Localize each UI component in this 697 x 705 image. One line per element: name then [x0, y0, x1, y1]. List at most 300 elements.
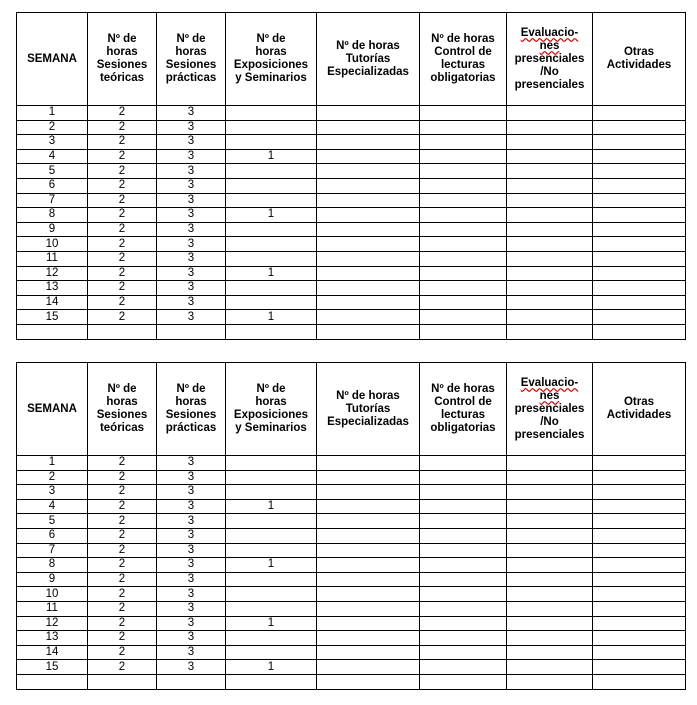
table-cell: 3	[157, 237, 226, 252]
table-row	[17, 164, 686, 179]
table-row	[17, 251, 686, 266]
column-header	[593, 13, 686, 106]
table-cell: 2	[88, 164, 157, 179]
column-header	[593, 363, 686, 456]
table-cell	[317, 572, 420, 587]
column-header-line: Nº de horas	[431, 383, 495, 395]
table-cell	[593, 528, 686, 543]
table-cell: 1	[226, 208, 317, 223]
table-cell: 3	[157, 251, 226, 266]
table-cell: 5	[17, 164, 88, 179]
table-cell	[420, 222, 507, 237]
table-cell	[507, 149, 593, 164]
table-cell	[507, 645, 593, 660]
table-cell	[507, 324, 593, 339]
table-cell: 2	[88, 470, 157, 485]
table-cell	[420, 528, 507, 543]
table-cell	[420, 660, 507, 675]
table-cell: 3	[157, 601, 226, 616]
table-cell: 2	[88, 193, 157, 208]
table-row	[17, 601, 686, 616]
table-cell: 2	[17, 470, 88, 485]
table-row	[17, 324, 686, 339]
table-cell	[593, 149, 686, 164]
table-row	[17, 616, 686, 631]
column-header-line: Nº de	[176, 33, 206, 45]
table-cell: 15	[17, 660, 88, 675]
column-header-line: lecturas	[440, 59, 486, 71]
table-row	[17, 266, 686, 281]
table-cell: 14	[17, 295, 88, 310]
table-row	[17, 499, 686, 514]
table-row	[17, 674, 686, 689]
table-cell: 12	[17, 266, 88, 281]
column-header-line: Sesiones	[96, 59, 148, 71]
column-header-line: Nº de horas	[336, 39, 400, 52]
table-cell	[593, 674, 686, 689]
column-header-line: teóricas	[99, 72, 145, 84]
column-header-line: Sesiones	[96, 409, 148, 421]
table-cell: 3	[157, 281, 226, 296]
table-cell: 2	[88, 222, 157, 237]
table-cell	[317, 528, 420, 543]
column-header-line: Tutorías	[345, 52, 391, 65]
table-cell: 11	[17, 251, 88, 266]
table-row	[17, 456, 686, 471]
table-cell: 7	[17, 543, 88, 558]
column-header-line: nes	[539, 39, 560, 52]
column-header	[507, 363, 593, 456]
table-cell: 3	[157, 616, 226, 631]
table-cell	[317, 149, 420, 164]
table-cell: 3	[157, 149, 226, 164]
table-row	[17, 281, 686, 296]
table-row	[17, 528, 686, 543]
table-row	[17, 485, 686, 500]
column-header-line: Sesiones	[165, 59, 217, 71]
column-header-line: y Seminarios	[235, 72, 307, 84]
table-cell	[226, 601, 317, 616]
table-cell	[226, 587, 317, 602]
table-cell: 6	[17, 528, 88, 543]
table-cell	[420, 120, 507, 135]
table-cell: 2	[88, 631, 157, 646]
table-cell: 2	[88, 251, 157, 266]
table-cell: 1	[226, 660, 317, 675]
table-cell: 3	[17, 135, 88, 150]
column-header-line: prácticas	[165, 72, 217, 84]
table-cell: 2	[88, 456, 157, 471]
table-cell: 3	[157, 558, 226, 573]
header-row	[17, 13, 686, 106]
table-row	[17, 222, 686, 237]
table-cell: 2	[88, 178, 157, 193]
table-cell: 3	[157, 178, 226, 193]
column-header	[317, 13, 420, 106]
table-cell	[593, 587, 686, 602]
table-cell	[226, 470, 317, 485]
table-cell	[226, 106, 317, 121]
table-cell: 2	[88, 237, 157, 252]
column-header	[226, 13, 317, 106]
column-header-line: /No	[540, 65, 559, 78]
table-cell	[226, 178, 317, 193]
table-cell	[317, 193, 420, 208]
table-cell: 2	[88, 558, 157, 573]
column-header-line: Otras	[623, 46, 655, 58]
table-cell	[317, 601, 420, 616]
table-row	[17, 470, 686, 485]
table-cell: 2	[88, 281, 157, 296]
table-cell: 2	[17, 120, 88, 135]
table-cell	[420, 208, 507, 223]
table-cell	[157, 674, 226, 689]
column-header	[88, 363, 157, 456]
table-cell	[507, 485, 593, 500]
table-cell	[317, 587, 420, 602]
table-cell	[593, 470, 686, 485]
table-cell	[317, 543, 420, 558]
table-cell: 4	[17, 149, 88, 164]
column-header-line: presenciales	[514, 52, 585, 65]
column-header-line: Evaluacio-	[520, 26, 579, 39]
table-cell	[226, 281, 317, 296]
column-header-line: Nº de	[256, 33, 286, 45]
column-header-line: Nº de horas	[336, 389, 400, 402]
column-header	[157, 363, 226, 456]
table-cell	[507, 558, 593, 573]
table-cell	[507, 616, 593, 631]
table-cell	[317, 485, 420, 500]
table-cell	[317, 558, 420, 573]
table-cell	[226, 674, 317, 689]
column-header-line: /No	[540, 415, 559, 428]
table-cell	[507, 164, 593, 179]
table-cell	[317, 266, 420, 281]
table-cell	[420, 631, 507, 646]
table-row	[17, 135, 686, 150]
table-cell: 9	[17, 222, 88, 237]
table-row	[17, 237, 686, 252]
table-cell	[317, 164, 420, 179]
column-header-line: Actividades	[606, 59, 672, 71]
table-cell	[593, 572, 686, 587]
table-cell: 2	[88, 587, 157, 602]
table-cell	[226, 456, 317, 471]
table-cell	[507, 674, 593, 689]
table-cell	[317, 674, 420, 689]
table-cell: 2	[88, 616, 157, 631]
table-cell	[420, 149, 507, 164]
table-cell	[226, 251, 317, 266]
column-header-line: Tutorías	[345, 402, 391, 415]
table-cell: 3	[157, 631, 226, 646]
table-cell	[317, 135, 420, 150]
table-cell	[317, 470, 420, 485]
table-cell	[507, 251, 593, 266]
table-cell	[593, 120, 686, 135]
table-cell	[593, 281, 686, 296]
table-cell: 1	[226, 499, 317, 514]
table-cell	[593, 178, 686, 193]
table-cell	[317, 222, 420, 237]
table-cell: 1	[17, 106, 88, 121]
table-row	[17, 543, 686, 558]
table-cell	[593, 485, 686, 500]
table-cell	[420, 178, 507, 193]
table-cell: 3	[157, 543, 226, 558]
table-cell: 1	[226, 310, 317, 325]
table-cell	[317, 499, 420, 514]
table-cell: 3	[157, 135, 226, 150]
table-cell	[226, 164, 317, 179]
table-cell: 1	[226, 558, 317, 573]
table-cell: 3	[157, 164, 226, 179]
table-cell	[593, 251, 686, 266]
table-row	[17, 587, 686, 602]
table-cell: 3	[157, 106, 226, 121]
table-cell	[593, 601, 686, 616]
table-cell: 1	[226, 149, 317, 164]
column-header-line: horas	[175, 396, 207, 408]
table-cell	[88, 674, 157, 689]
table-cell	[420, 193, 507, 208]
table-cell: 1	[226, 266, 317, 281]
column-header-line: lecturas	[440, 409, 486, 421]
column-header-line: SEMANA	[27, 402, 77, 415]
table-cell	[507, 208, 593, 223]
column-header	[88, 13, 157, 106]
table-cell: 7	[17, 193, 88, 208]
table-cell	[507, 295, 593, 310]
column-header-line: Nº de	[256, 383, 286, 395]
table-cell	[317, 237, 420, 252]
table-cell	[507, 601, 593, 616]
table-cell	[507, 528, 593, 543]
column-header-line: Otras	[623, 396, 655, 408]
table-cell	[593, 456, 686, 471]
table-row	[17, 178, 686, 193]
table-cell	[507, 120, 593, 135]
column-header	[317, 363, 420, 456]
table-cell	[507, 310, 593, 325]
table-cell	[317, 120, 420, 135]
table-cell	[593, 616, 686, 631]
table-cell	[593, 645, 686, 660]
table-row	[17, 310, 686, 325]
table-cell	[420, 295, 507, 310]
table-cell	[593, 237, 686, 252]
table-cell: 3	[157, 295, 226, 310]
column-header-line: presenciales	[514, 402, 585, 415]
column-header-line: Especializadas	[327, 65, 409, 78]
table-cell	[507, 178, 593, 193]
table-cell	[507, 222, 593, 237]
table-cell	[593, 514, 686, 529]
table-row	[17, 106, 686, 121]
table-cell: 12	[17, 616, 88, 631]
schedule-table-1	[16, 12, 686, 340]
table-cell	[17, 674, 88, 689]
table-cell	[420, 237, 507, 252]
table-cell	[420, 616, 507, 631]
table-cell	[507, 587, 593, 602]
column-header-line: nes	[539, 389, 560, 402]
table-cell	[226, 485, 317, 500]
column-header	[507, 13, 593, 106]
table-cell	[317, 660, 420, 675]
column-header	[226, 363, 317, 456]
table-cell	[420, 499, 507, 514]
table-cell	[317, 251, 420, 266]
table-cell	[88, 324, 157, 339]
table-cell	[317, 295, 420, 310]
table-cell	[593, 660, 686, 675]
table-cell: 2	[88, 266, 157, 281]
table-cell	[507, 266, 593, 281]
table-cell	[226, 324, 317, 339]
table-row	[17, 514, 686, 529]
table-cell: 6	[17, 178, 88, 193]
table-cell: 3	[17, 485, 88, 500]
table-cell	[507, 106, 593, 121]
table-cell: 2	[88, 120, 157, 135]
column-header-line: SEMANA	[27, 52, 77, 65]
table-cell	[593, 324, 686, 339]
table-cell: 2	[88, 106, 157, 121]
table-cell	[420, 281, 507, 296]
table-cell	[420, 543, 507, 558]
column-header-line: Sesiones	[165, 409, 217, 421]
table-cell	[420, 324, 507, 339]
table-cell	[420, 266, 507, 281]
table-cell: 14	[17, 645, 88, 660]
table-cell: 2	[88, 543, 157, 558]
table-cell: 3	[157, 587, 226, 602]
table-cell: 11	[17, 601, 88, 616]
table-cell	[507, 660, 593, 675]
table-cell	[507, 631, 593, 646]
column-header	[420, 363, 507, 456]
table-cell	[317, 616, 420, 631]
table-cell: 2	[88, 149, 157, 164]
table-cell	[317, 645, 420, 660]
table-cell	[593, 222, 686, 237]
table-cell: 3	[157, 514, 226, 529]
table-cell	[226, 193, 317, 208]
table-cell: 2	[88, 208, 157, 223]
table-cell	[317, 631, 420, 646]
table-cell: 4	[17, 499, 88, 514]
table-cell: 3	[157, 499, 226, 514]
table-cell: 2	[88, 310, 157, 325]
table-cell	[317, 514, 420, 529]
column-header-line: Control de	[434, 396, 492, 408]
table-cell: 2	[88, 295, 157, 310]
table-cell: 2	[88, 499, 157, 514]
table-row	[17, 572, 686, 587]
table-cell: 2	[88, 601, 157, 616]
table-cell	[226, 645, 317, 660]
table-cell	[420, 601, 507, 616]
table-cell	[593, 295, 686, 310]
table-cell	[317, 178, 420, 193]
table-cell	[226, 528, 317, 543]
table-cell: 3	[157, 660, 226, 675]
table-cell	[317, 281, 420, 296]
table-row	[17, 120, 686, 135]
table-cell	[507, 514, 593, 529]
column-header-line: Nº de	[176, 383, 206, 395]
column-header-line: Control de	[434, 46, 492, 58]
table-cell: 13	[17, 631, 88, 646]
table-cell	[593, 543, 686, 558]
table-cell: 3	[157, 120, 226, 135]
column-header	[17, 363, 88, 456]
column-header-line: horas	[255, 46, 287, 58]
table-cell	[593, 631, 686, 646]
table-cell	[17, 324, 88, 339]
table-cell: 2	[88, 572, 157, 587]
table-cell	[507, 135, 593, 150]
table-cell	[226, 631, 317, 646]
table-cell	[317, 208, 420, 223]
schedule-table-2	[16, 362, 686, 690]
table-cell	[507, 193, 593, 208]
table-cell	[317, 456, 420, 471]
table-cell	[593, 193, 686, 208]
column-header-line: prácticas	[165, 422, 217, 434]
table-cell	[317, 106, 420, 121]
table-cell	[420, 485, 507, 500]
column-header-line: Exposiciones	[233, 59, 309, 71]
table-cell: 2	[88, 645, 157, 660]
table-cell	[420, 572, 507, 587]
column-header-line: presenciales	[514, 428, 585, 441]
table-cell	[593, 499, 686, 514]
table-cell	[420, 135, 507, 150]
header-row	[17, 363, 686, 456]
column-header-line: y Seminarios	[235, 422, 307, 434]
table-cell	[420, 164, 507, 179]
column-header-line: horas	[255, 396, 287, 408]
table-cell	[507, 499, 593, 514]
table-cell	[157, 324, 226, 339]
table-cell: 2	[88, 660, 157, 675]
table-cell: 10	[17, 237, 88, 252]
table-cell	[593, 558, 686, 573]
table-cell	[593, 266, 686, 281]
table-cell: 1	[17, 456, 88, 471]
table-row	[17, 149, 686, 164]
column-header-line: Exposiciones	[233, 409, 309, 421]
table-cell	[507, 281, 593, 296]
table-row	[17, 193, 686, 208]
table-cell: 3	[157, 572, 226, 587]
column-header-line: presenciales	[514, 78, 585, 91]
table-cell: 8	[17, 558, 88, 573]
column-header-line: Especializadas	[327, 415, 409, 428]
table-cell: 3	[157, 645, 226, 660]
table-cell: 2	[88, 485, 157, 500]
table-cell: 9	[17, 572, 88, 587]
table-cell: 2	[88, 528, 157, 543]
column-header-line: Nº de	[107, 33, 137, 45]
column-header-line: Nº de horas	[431, 33, 495, 45]
column-header-line: Nº de	[107, 383, 137, 395]
table-cell: 3	[157, 470, 226, 485]
table-cell	[593, 164, 686, 179]
